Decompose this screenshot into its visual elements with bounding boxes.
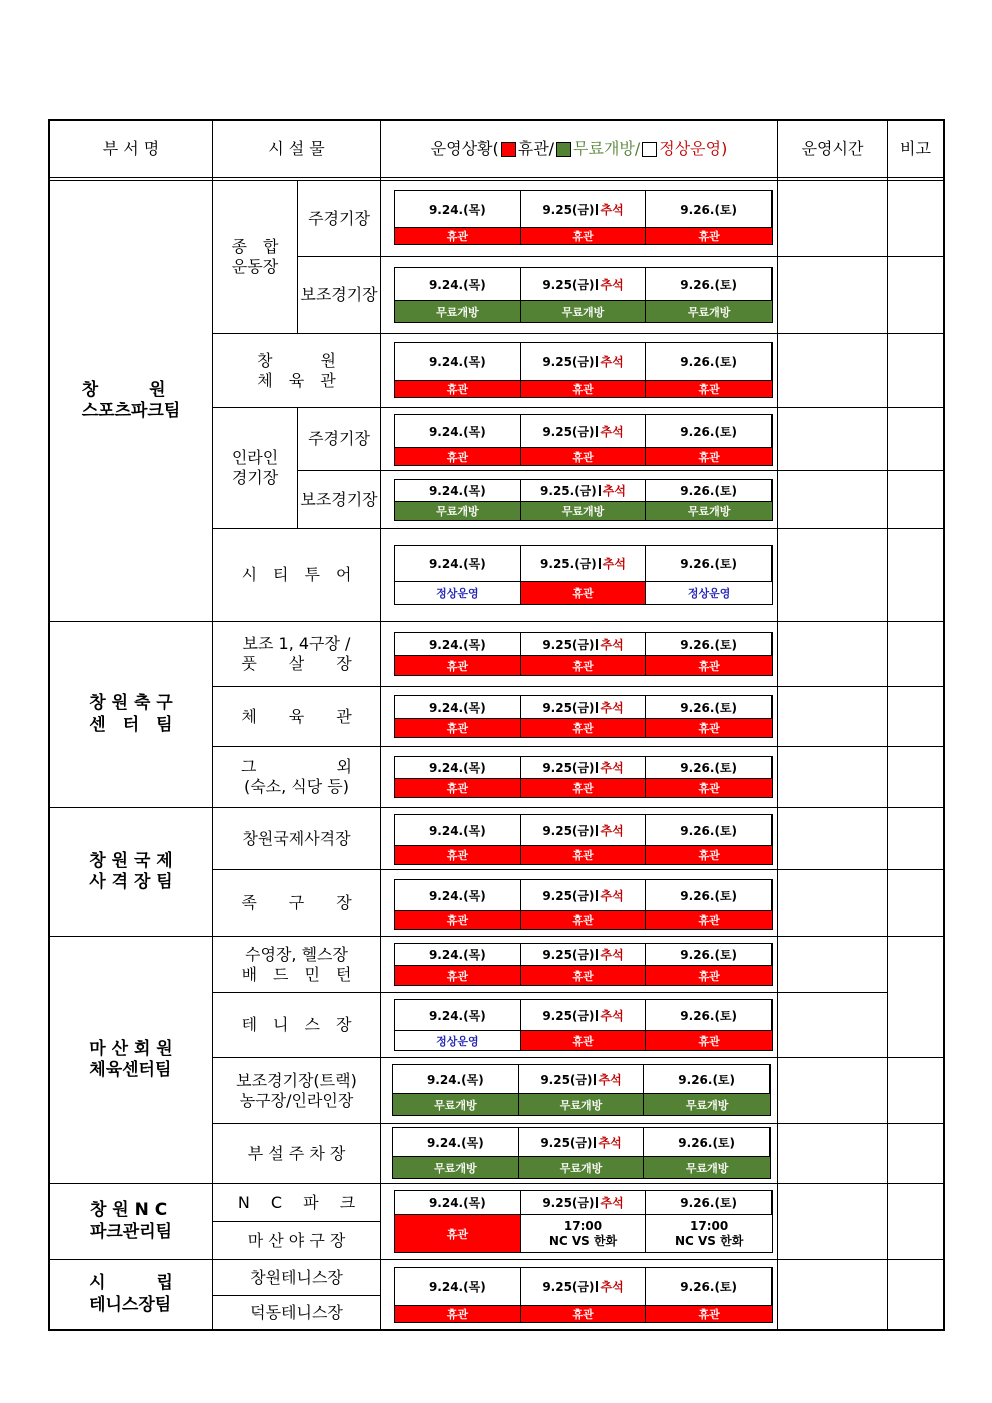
dept-sports-park: 창 원 스포츠파크팀: [81, 379, 181, 421]
status-cell-closed: 휴관: [646, 656, 772, 675]
date-cell-0926: 9.26.(토): [646, 633, 772, 656]
header-hours: 운영시간: [801, 139, 864, 158]
status-cell-closed: 휴관: [395, 228, 521, 244]
schedule-box-jokgu: [394, 879, 773, 930]
status-cell-closed: 휴관: [395, 846, 521, 864]
header-facility: 시 설 물: [268, 139, 325, 158]
status-cell-closed: 휴관: [521, 1306, 647, 1322]
schedule-box-main-stadium: [394, 190, 773, 245]
status-cell-free: 무료개방: [646, 502, 772, 520]
date-cell-0926: 9.26.(토): [646, 268, 772, 301]
date-label: 9.25(금): [542, 1196, 595, 1210]
date-cell-0924: 9.24.(목): [395, 1191, 521, 1215]
date-cell-0924: 9.24.(목): [395, 415, 521, 448]
status-cell-closed: 휴관: [646, 1306, 772, 1322]
date-label: 9.25(금): [542, 948, 595, 962]
facility-masan-ballpark: 마 산 야 구 장: [247, 1230, 346, 1250]
date-cell-0924: 9.24.(목): [393, 1065, 519, 1094]
legend-normal-label: 정상운영): [659, 139, 728, 158]
date-label: 9.25(금): [542, 424, 595, 439]
date-cell-chuseok: [521, 696, 647, 719]
date-cell-chuseok: [521, 546, 647, 582]
holiday-label: 추석: [600, 277, 624, 292]
holiday-label: 추석: [598, 1072, 622, 1087]
status-cell-closed: 휴관: [521, 719, 647, 737]
header-status: [381, 121, 777, 177]
legend-free-label: 무료개방/: [573, 139, 641, 158]
facility-parking: 부 설 주 차 장: [247, 1143, 346, 1163]
facility-football-gym: 체 육 관: [241, 706, 352, 726]
holiday-label: 추석: [600, 1196, 624, 1210]
header-note: 비고: [900, 139, 931, 158]
facility-tennis-court: 테 니 스 장: [241, 1015, 352, 1034]
date-cell-0926: 9.26.(토): [646, 815, 772, 846]
status-cell-closed: 휴관: [395, 779, 521, 797]
holiday-label: 추석: [600, 700, 624, 715]
date-cell-0926: 9.26.(토): [646, 546, 772, 582]
date-cell-chuseok: [521, 880, 647, 911]
date-cell-chuseok: [521, 944, 647, 966]
facility-aux-track: 보조경기장(트랙) 농구장/인라인장: [236, 1070, 357, 1110]
status-cell-closed: 휴관: [646, 381, 772, 397]
legend-closed-label: 휴관/: [517, 139, 555, 158]
dept-shooting-range: 창 원 국 제 사 격 장 팀: [89, 850, 173, 892]
holiday-label: 추석: [602, 484, 626, 498]
legend-normal-swatch: [642, 142, 657, 157]
schedule-box-aux-track: [392, 1064, 771, 1116]
status-cell-closed: 휴관: [395, 656, 521, 675]
separator-bar: [596, 702, 598, 713]
date-cell-0924: 9.24.(목): [395, 880, 521, 911]
status-cell-free: 무료개방: [393, 1157, 519, 1178]
date-cell-0926: 9.26.(토): [644, 1128, 770, 1157]
date-label: 9.25(금): [540, 1072, 593, 1087]
facility-stadium-group: 종 합 운동장: [231, 237, 279, 276]
schedule-box-gym: [394, 342, 773, 398]
schedule-box-parking: [392, 1127, 771, 1179]
facility-deokdong-tennis: 덕동테니스장: [250, 1302, 343, 1322]
schedule-box-aux-stadium: [394, 267, 773, 323]
dept-football-center: 창 원 축 구 센 터 팀: [89, 693, 173, 735]
separator-bar: [596, 1281, 598, 1292]
separator-bar: [596, 1197, 598, 1208]
holiday-label: 추석: [600, 761, 624, 775]
status-cell-closed: 휴관: [521, 448, 647, 465]
date-label: 9.25(금): [540, 1135, 593, 1150]
facility-pool: 수영장, 헬스장 배 드 민 턴: [241, 944, 352, 984]
date-cell-chuseok: [519, 1065, 645, 1094]
header-status-prefix: 운영상황(: [430, 139, 499, 158]
date-label: 9.25(금): [542, 761, 595, 775]
facility-shooting: 창원국제사격장: [242, 828, 351, 848]
status-cell-closed: 휴관: [395, 1306, 521, 1322]
status-cell-closed: 휴관: [521, 1031, 647, 1050]
status-cell-free: 무료개방: [521, 502, 647, 520]
status-cell-closed: 휴관: [646, 228, 772, 244]
date-cell-chuseok: [521, 1191, 647, 1215]
separator-bar: [596, 204, 598, 215]
status-cell-closed: 휴관: [521, 381, 647, 397]
facility-inline-main: 주경기장: [308, 429, 370, 448]
status-cell-free: 무료개방: [646, 301, 772, 322]
status-cell-normal: 정상운영: [395, 1031, 521, 1050]
status-cell-closed: 휴관: [521, 846, 647, 864]
holiday-label: 추석: [598, 1135, 622, 1150]
separator-bar: [596, 426, 598, 437]
status-cell-closed: 휴관: [646, 719, 772, 737]
date-cell-0924: 9.24.(목): [395, 1268, 521, 1306]
date-cell-0926: 9.26.(토): [646, 415, 772, 448]
dept-nc-park: 창 원 N C 파크관리팀: [89, 1200, 173, 1242]
status-cell-closed: 휴관: [521, 911, 647, 929]
date-cell-chuseok: [521, 633, 647, 656]
status-cell-closed: 휴관: [646, 1031, 772, 1050]
date-cell-0924: 9.24.(목): [395, 633, 521, 656]
game-match: NC VS 한화: [548, 1233, 618, 1248]
date-label: 9.25(금): [542, 277, 595, 292]
legend-closed-swatch: [501, 142, 516, 157]
date-cell-chuseok: [521, 757, 647, 779]
status-cell-closed: 휴관: [395, 966, 521, 985]
status-cell-closed: 휴관: [646, 966, 772, 985]
date-cell-0926: 9.26.(토): [646, 1268, 772, 1306]
separator-bar: [596, 639, 598, 650]
separator-bar: [596, 825, 598, 836]
date-cell-0926: 9.26.(토): [646, 343, 772, 381]
status-cell-closed: 휴관: [395, 381, 521, 397]
date-cell-0926: 9.26.(토): [644, 1065, 770, 1094]
legend-free-swatch: [556, 142, 571, 157]
status-cell-closed: 휴관: [521, 779, 647, 797]
game-time: 17:00: [563, 1219, 603, 1234]
date-cell-0926: 9.26.(토): [646, 757, 772, 779]
status-cell-closed: 휴관: [646, 448, 772, 465]
date-label: 9.25(금): [542, 637, 595, 652]
dept-tennis: 시 립 테니스장팀: [89, 1273, 173, 1315]
status-cell-normal: 정상운영: [646, 582, 772, 604]
date-cell-0926: 9.26.(토): [646, 880, 772, 911]
separator-bar: [599, 558, 601, 569]
schedule-box-football-gym: [394, 695, 773, 738]
status-cell-closed: 휴관: [395, 911, 521, 929]
date-label: 9.25(금): [542, 700, 595, 715]
holiday-label: 추석: [600, 888, 624, 903]
holiday-label: 추석: [600, 1008, 624, 1023]
holiday-label: 추석: [602, 557, 626, 571]
date-cell-0926: 9.26.(토): [646, 944, 772, 966]
schedule-box-city-tour: [394, 545, 773, 605]
status-cell-closed: 휴관: [521, 656, 647, 675]
holiday-label: 추석: [600, 424, 624, 439]
holiday-label: 추석: [600, 823, 624, 838]
status-cell-free: 무료개방: [395, 301, 521, 322]
date-cell-0924: 9.24.(목): [395, 268, 521, 301]
separator-bar: [596, 356, 598, 367]
schedule-box-tennis-court: [394, 999, 773, 1051]
schedule-box-nc-park: [394, 1190, 773, 1253]
schedule-box-inline-aux: [394, 479, 773, 521]
facility-inline-group: 인라인 경기장: [231, 448, 279, 487]
status-cell-closed: 휴관: [646, 846, 772, 864]
separator-bar: [599, 485, 601, 496]
date-cell-0924: 9.24.(목): [395, 696, 521, 719]
dept-masan-hoewon: 마 산 회 원 체육센터팀: [89, 1038, 173, 1080]
date-cell-0924: 9.24.(목): [395, 343, 521, 381]
date-label: 9.25(금): [542, 888, 595, 903]
status-cell-closed: 휴관: [395, 1215, 521, 1252]
date-cell-0924: 9.24.(목): [395, 546, 521, 582]
date-cell-0924: 9.24.(목): [395, 1000, 521, 1031]
schedule-box-shooting: [394, 814, 773, 865]
date-cell-0926: 9.26.(토): [646, 191, 772, 228]
status-cell-closed: 휴관: [395, 719, 521, 737]
holiday-label: 추석: [600, 637, 624, 652]
date-cell-chuseok: [519, 1128, 645, 1157]
holiday-label: 추석: [600, 355, 624, 369]
date-cell-chuseok: [521, 1000, 647, 1031]
status-cell-closed: 휴관: [521, 966, 647, 985]
game-time: 17:00: [690, 1219, 729, 1234]
date-label: 9.25(금): [542, 823, 595, 838]
facility-aux-stadium: 보조경기장: [300, 285, 378, 304]
date-label: 9.25(금): [542, 202, 595, 217]
facility-gym: 창 원 체 육 관: [257, 350, 336, 390]
status-cell-free: 무료개방: [519, 1157, 645, 1178]
status-cell-free: 무료개방: [393, 1094, 519, 1115]
date-cell-0924: 9.24.(목): [395, 815, 521, 846]
schedule-box-inline-main: [394, 414, 773, 466]
date-cell-0926: 9.26.(토): [646, 1000, 772, 1031]
schedule-box-others: [394, 756, 773, 798]
date-cell-chuseok: [521, 191, 647, 228]
facility-others: 그 외 (숙소, 식당 등): [241, 757, 352, 796]
date-label: 9.25.(금): [540, 484, 597, 498]
date-cell-chuseok: [521, 1268, 647, 1306]
status-cell-closed: 휴관: [646, 779, 772, 797]
separator-bar: [594, 1074, 596, 1085]
date-cell-0926: 9.26.(토): [646, 480, 772, 502]
date-cell-chuseok: [521, 480, 647, 502]
facility-city-tour: 시 티 투 어: [241, 565, 352, 584]
facility-nc-park: N C 파 크: [237, 1192, 356, 1212]
separator-bar: [596, 890, 598, 901]
date-cell-chuseok: [521, 815, 647, 846]
date-cell-0924: 9.24.(목): [395, 191, 521, 228]
date-label: 9.25(금): [542, 1008, 595, 1023]
schedule-box-pool: [394, 943, 773, 986]
header-dept: 부 서 명: [102, 139, 160, 158]
date-label: 9.25.(금): [540, 557, 597, 571]
date-cell-0924: 9.24.(목): [395, 944, 521, 966]
status-cell-closed: 휴관: [521, 228, 647, 244]
date-cell-0926: 9.26.(토): [646, 696, 772, 719]
status-cell-normal: 정상운영: [395, 582, 521, 604]
separator-bar: [596, 1010, 598, 1021]
date-label: 9.25(금): [542, 355, 595, 369]
status-cell-free: 무료개방: [395, 502, 521, 520]
status-cell-free: 무료개방: [644, 1157, 770, 1178]
date-cell-0924: 9.24.(목): [393, 1128, 519, 1157]
facility-jokgu: 족 구 장: [241, 893, 352, 912]
date-cell-chuseok: [521, 343, 647, 381]
date-label: 9.25(금): [542, 1280, 595, 1294]
status-cell-closed: 휴관: [521, 582, 647, 604]
facility-inline-aux: 보조경기장: [300, 489, 378, 509]
status-cell-closed: 휴관: [395, 448, 521, 465]
holiday-label: 추석: [600, 948, 624, 962]
game-cell: [521, 1215, 647, 1252]
date-cell-chuseok: [521, 415, 647, 448]
status-cell-free: 무료개방: [519, 1094, 645, 1115]
separator-bar: [596, 279, 598, 290]
date-cell-0924: 9.24.(목): [395, 480, 521, 502]
status-cell-closed: 휴관: [646, 911, 772, 929]
schedule-box-tennis: [394, 1267, 773, 1323]
date-cell-0926: 9.26.(토): [646, 1191, 772, 1215]
separator-bar: [594, 1137, 596, 1148]
separator-bar: [596, 762, 598, 773]
game-cell: [646, 1215, 772, 1252]
status-cell-free: 무료개방: [644, 1094, 770, 1115]
schedule-box-aux-field: [394, 632, 773, 676]
date-cell-chuseok: [521, 268, 647, 301]
game-match: NC VS 한화: [674, 1233, 744, 1248]
holiday-label: 추석: [600, 202, 624, 217]
status-cell-free: 무료개방: [521, 301, 647, 322]
holiday-label: 추석: [600, 1280, 624, 1294]
facility-aux-field: 보조 1, 4구장 / 풋 살 장: [241, 634, 352, 673]
date-cell-0924: 9.24.(목): [395, 757, 521, 779]
separator-bar: [596, 949, 598, 960]
facility-changwon-tennis: 창원테니스장: [250, 1267, 343, 1287]
facility-main-stadium: 주경기장: [308, 208, 370, 228]
